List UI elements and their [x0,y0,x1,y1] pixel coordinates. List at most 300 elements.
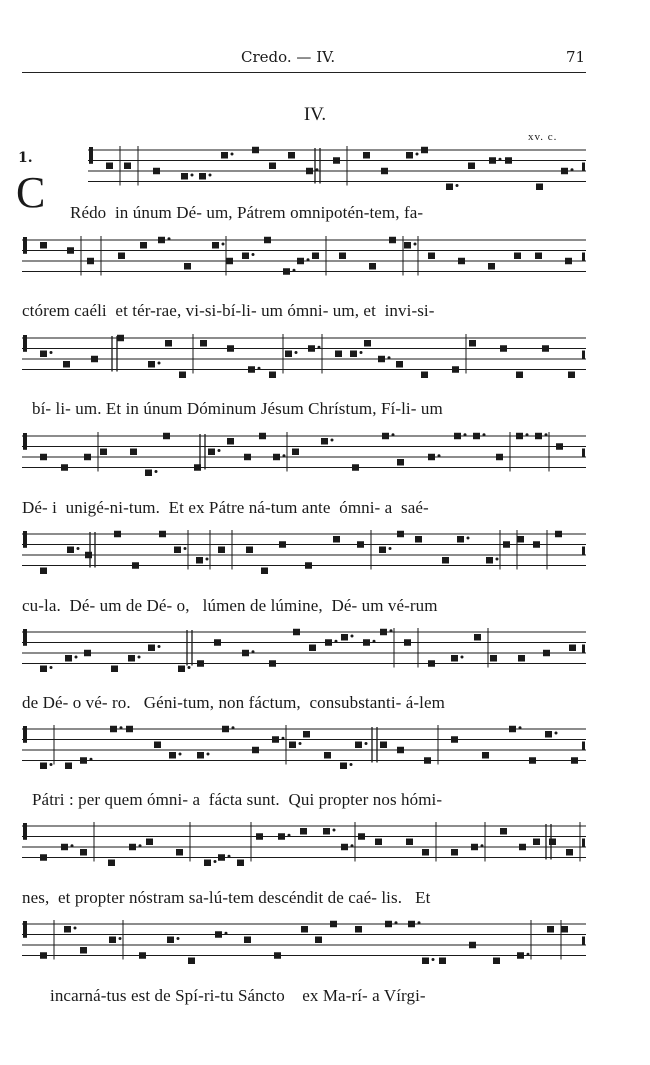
neume-note [517,952,524,959]
mora-dot [461,656,464,659]
neume-note [561,926,568,933]
mora-dot [218,449,221,452]
clef-mark [23,726,27,743]
mora-dot [388,356,391,359]
neume-note [140,242,147,249]
lyric-line-3: bí- li- um. Et in únum Dóminum Jésum Chrístum, Fí-li- um [32,399,443,418]
neume-note [505,157,512,164]
lyric-line-2: ctórem caéli et tér-rae, vi-si-bí-li- um ómni- um, et invi-si- [22,301,435,320]
lyric-line-6: de Dé- o vé- ro. Géni-tum, non fáctum, consubstanti- á-lem [22,693,445,712]
mora-dot [360,351,363,354]
neume-note [269,660,276,667]
neume-note [397,747,404,754]
neume-note [364,340,371,347]
neume-note [428,253,435,260]
neume-note [222,726,229,733]
mora-dot [335,640,338,643]
neume-note [509,726,516,733]
neume-note [471,844,478,851]
neume-note [516,372,523,379]
neume-note [493,958,500,965]
mora-dot [392,433,395,436]
neume-note [380,742,387,749]
mora-dot [75,656,78,659]
neume-note [117,335,124,342]
neume-note [67,547,74,554]
running-head: Credo. — IV. [241,48,336,66]
mora-dot [207,753,210,756]
neume-note [87,258,94,265]
custos-mark [582,839,585,848]
neume-note [80,849,87,856]
neume-note [100,449,107,456]
neume-note [352,464,359,471]
neume-note [248,366,255,373]
neume-note [301,926,308,933]
neume-note [482,752,489,759]
mora-dot [555,732,558,735]
neume-note [174,547,181,554]
neume-note [40,351,47,358]
neume-note [473,433,480,440]
neume-note [385,921,392,928]
neume-note [188,958,195,965]
mora-dot [252,650,255,653]
neume-note [139,952,146,959]
mora-dot [288,834,291,837]
neume-note [196,557,203,564]
neume-note [40,568,47,575]
mora-dot [179,753,182,756]
neume-note [330,921,337,928]
neume-note [244,937,251,944]
neume-note [108,860,115,867]
mora-dot [350,763,353,766]
neume-note [446,184,453,191]
neume-note [533,839,540,846]
neume-note [40,952,47,959]
neume-note [381,168,388,175]
neume-note [242,650,249,657]
neume-note [474,634,481,641]
neume-note [226,258,233,265]
neume-note [109,937,116,944]
lyric-line-4: Dé- i unigé-ni-tum. Et ex Pátre ná-tum ante ómni- a saé- [22,498,429,517]
neume-note [118,253,125,260]
mora-dot [228,855,231,858]
clef-mark [23,335,27,352]
mora-dot [293,269,296,272]
mora-dot [389,547,392,550]
neume-note [309,645,316,652]
neume-note [124,163,131,170]
neume-note [252,747,259,754]
neume-note [543,650,550,657]
neume-note [292,449,299,456]
neume-note [535,433,542,440]
neume-note [428,660,435,667]
neume-note [389,237,396,244]
mora-dot [519,726,522,729]
neume-note [158,237,165,244]
mora-dot [120,726,123,729]
neume-note [357,541,364,548]
mora-dot [188,666,191,669]
neume-note [428,454,435,461]
lyric-line-7: Pátri : per quem ómni- a fácta sunt. Qui propter nos hómi- [32,790,443,809]
neume-note [274,952,281,959]
mora-dot [418,921,421,924]
neume-note [421,147,428,154]
neume-note [272,736,279,743]
neume-note [542,345,549,352]
neume-note [67,247,74,254]
neume-note [199,173,206,180]
neume-note [519,844,526,851]
neume-note [227,438,234,445]
neume-note [380,629,387,636]
neume-note [154,742,161,749]
mora-dot [252,253,255,256]
neume-note [80,757,87,764]
neume-note [421,372,428,379]
neume-note [128,655,135,662]
neume-note [132,562,139,569]
neume-note [496,454,503,461]
mora-dot [225,932,228,935]
neume-note [145,470,152,477]
neume-note [529,757,536,764]
custos-mark [582,163,585,172]
neume-note [63,361,70,368]
verse-number: 1. [18,150,33,166]
neume-note [111,666,118,673]
mora-dot [295,351,298,354]
neume-note [397,459,404,466]
neume-note [486,557,493,564]
neume-note [242,253,249,260]
neume-note [179,372,186,379]
mora-dot [90,758,93,761]
clef-mark [89,147,93,164]
neume-note [148,645,155,652]
neume-note [181,173,188,180]
neume-note [333,157,340,164]
neume-note [269,372,276,379]
neume-note [227,345,234,352]
neume-note [221,152,228,159]
mora-dot [432,958,435,961]
neume-note [488,263,495,270]
neume-note [339,253,346,260]
mora-dot [71,844,74,847]
neume-note [439,958,446,965]
neume-note [237,860,244,867]
mora-dot [168,237,171,240]
neume-note [261,568,268,575]
neume-note [278,833,285,840]
clef-mark [23,237,27,254]
mora-dot [155,470,158,473]
neume-note [283,268,290,275]
neume-note [178,666,185,673]
neume-note [404,242,411,249]
neume-note [218,854,225,861]
neume-note [325,639,332,646]
neume-note [335,351,342,358]
mora-dot [299,742,302,745]
neume-note [146,839,153,846]
neume-note [176,849,183,856]
mora-dot [333,829,336,832]
neume-note [114,531,121,538]
neume-note [306,168,313,175]
mora-dot [50,666,53,669]
custos-mark [582,449,585,458]
mora-dot [571,168,574,171]
mora-dot [456,184,459,187]
mora-dot [74,927,77,930]
neume-note [397,531,404,538]
neume-note [106,163,113,170]
mora-dot [414,243,417,246]
neume-note [333,536,340,543]
neume-note [218,547,225,554]
mora-dot [373,640,376,643]
neume-note [269,163,276,170]
neume-note [369,263,376,270]
mora-dot [483,433,486,436]
neume-note [379,547,386,554]
mora-dot [481,844,484,847]
chant-source: xv. c. [528,131,558,143]
mora-dot [283,454,286,457]
neume-note [300,828,307,835]
custos-mark [582,351,585,360]
mora-dot [331,439,334,442]
neume-note [422,849,429,856]
neume-note [303,731,310,738]
mora-dot [191,174,194,177]
neume-note [556,443,563,450]
neume-note [568,372,575,379]
neume-note [378,356,385,363]
neume-note [549,839,556,846]
neume-note [555,531,562,538]
neume-note [285,351,292,358]
neume-note [214,639,221,646]
mora-dot [209,174,212,177]
mora-dot [50,763,53,766]
neume-note [375,839,382,846]
neume-note [197,660,204,667]
mora-dot [316,168,319,171]
mora-dot [526,433,529,436]
neume-note [212,242,219,249]
neume-note [40,763,47,770]
neume-note [424,757,431,764]
neume-note [533,541,540,548]
neume-note [454,433,461,440]
neume-note [341,844,348,851]
neume-note [518,655,525,662]
neume-note [500,828,507,835]
neume-note [468,163,475,170]
neume-note [40,242,47,249]
mora-dot [545,433,548,436]
neume-note [80,947,87,954]
neume-note [264,237,271,244]
neume-note [61,464,68,471]
neume-note [259,433,266,440]
mora-dot [365,742,368,745]
custos-mark [582,742,585,751]
mora-dot [119,937,122,940]
custos-mark [582,645,585,654]
mora-dot [232,726,235,729]
neume-note [490,655,497,662]
mora-dot [138,656,141,659]
neume-note [324,752,331,759]
neume-note [535,253,542,260]
mora-dot [158,362,161,365]
mora-dot [527,953,530,956]
neume-note [167,937,174,944]
mora-dot [496,558,499,561]
mora-dot [351,635,354,638]
neume-note [517,536,524,543]
neume-note [40,666,47,673]
neume-note [305,562,312,569]
clef-mark [23,921,27,938]
custos-mark [582,253,585,262]
neume-note [252,147,259,154]
neume-note [163,433,170,440]
neume-note [273,454,280,461]
neume-note [363,152,370,159]
neume-note [451,655,458,662]
neume-note [565,258,572,265]
neume-note [84,454,91,461]
neume-note [408,921,415,928]
neume-note [536,184,543,191]
neume-note [85,552,92,559]
mora-dot [184,547,187,550]
mora-dot [282,737,285,740]
neume-note [341,634,348,641]
neume-note [422,958,429,965]
neume-note [458,258,465,265]
mora-dot [307,258,310,261]
neume-note [406,152,413,159]
neume-note [355,742,362,749]
neume-note [503,541,510,548]
neume-note [340,763,347,770]
mora-dot [222,243,225,246]
neume-note [547,926,554,933]
neume-note [415,536,422,543]
neume-note [451,849,458,856]
neume-note [489,157,496,164]
mora-dot [139,844,142,847]
neume-note [65,655,72,662]
neume-note [91,356,98,363]
mora-dot [258,367,261,370]
clef-mark [23,823,27,840]
neume-note [442,557,449,564]
neume-note [184,263,191,270]
neume-note [153,168,160,175]
lyric-line-1: Rédo in únum Dé- um, Pátrem omnipotén-tem, fa- [70,203,424,222]
mora-dot [318,346,321,349]
mora-dot [158,645,161,648]
neume-note [64,926,71,933]
mora-dot [177,937,180,940]
mora-dot [464,433,467,436]
neume-note [169,752,176,759]
lyric-line-9: incarná-tus est de Spí-ri-tu Sáncto ex Ma-rí- a Vírgi- [50,986,426,1005]
neume-note [65,763,72,770]
neume-note [404,639,411,646]
neume-note [244,454,251,461]
mora-dot [499,158,502,161]
neume-note [350,351,357,358]
neume-note [363,639,370,646]
neume-note [569,645,576,652]
neume-note [288,152,295,159]
neume-note [215,931,222,938]
neume-note [571,757,578,764]
neume-note [159,531,166,538]
neume-note [545,731,552,738]
neume-note [355,926,362,933]
page-number: 71 [566,48,586,66]
clef-mark [23,531,27,548]
neume-note [308,345,315,352]
neume-note [406,839,413,846]
neume-note [204,860,211,867]
neume-note [451,736,458,743]
custos-mark [582,937,585,946]
neume-note [40,454,47,461]
neume-note [469,942,476,949]
neume-note [256,833,263,840]
neume-note [358,833,365,840]
neume-note [129,844,136,851]
neume-note [469,340,476,347]
mora-dot [438,454,441,457]
mora-dot [351,844,354,847]
neume-note [279,541,286,548]
mora-dot [231,153,234,156]
neume-note [566,849,573,856]
neume-note [452,366,459,373]
clef-mark [23,433,27,450]
neume-note [312,253,319,260]
chant-title: IV. [303,104,327,125]
neume-note [293,629,300,636]
neume-note [289,742,296,749]
lyric-line-5: cu-la. Dé- um de Dé- o, lúmen de lúmine, Dé- um vé-rum [22,596,438,615]
neume-note [323,828,330,835]
mora-dot [50,351,53,354]
custos-mark [582,547,585,556]
neume-note [148,361,155,368]
neume-note [197,752,204,759]
mora-dot [467,537,470,540]
lyric-line-8: nes, et propter nóstram sa-lú-tem descéndit de caé- lis. Et [22,888,431,907]
neume-note [297,258,304,265]
